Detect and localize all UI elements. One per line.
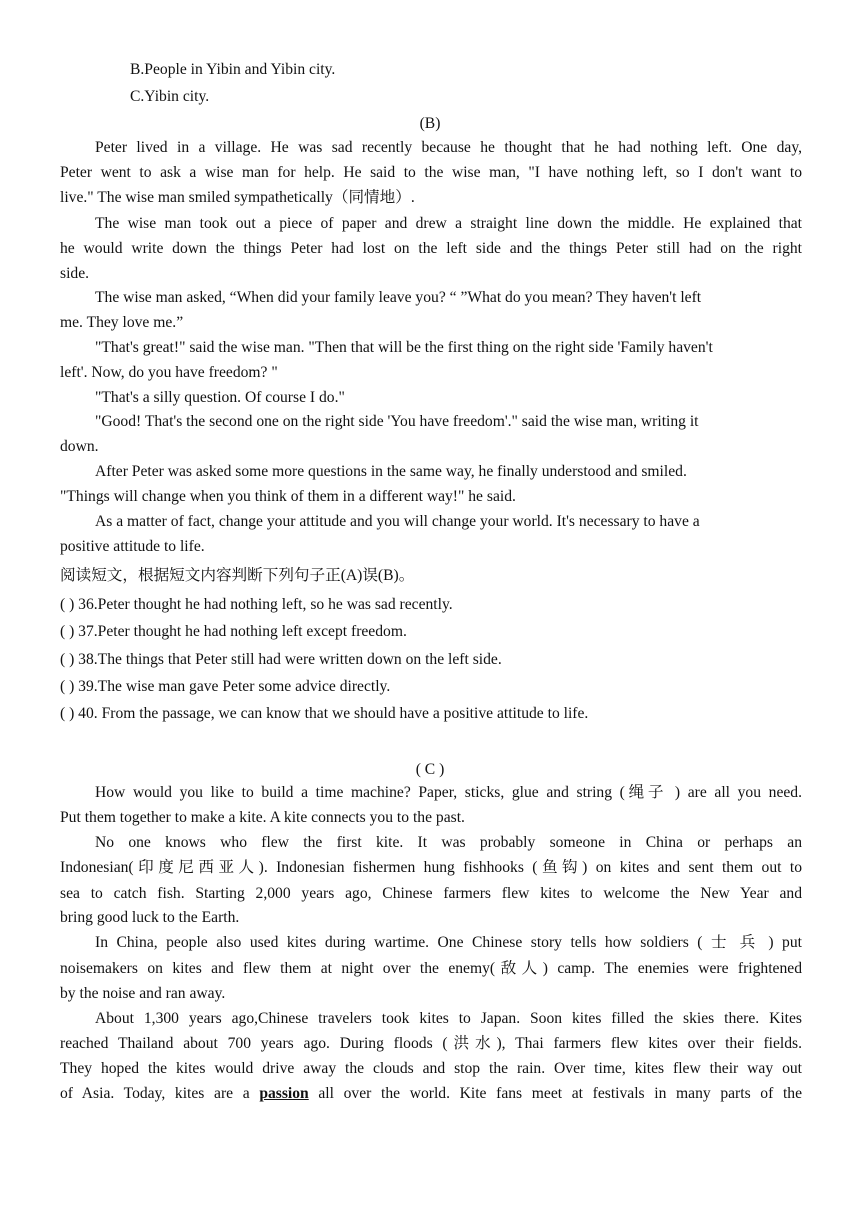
question-item: ( ) 37.Peter thought he had nothing left except freedom. [60,623,407,640]
passage-text: all over the world. Kite fans meet at festivals in many parts of the [308,1085,802,1102]
passage-line: "That's a silly question. Of course I do." [95,389,345,406]
passage-line: Peter lived in a village. He was sad recently because he thought that he had nothing left. One day, [95,139,802,156]
passage-line: After Peter was asked some more questions in the same way, he finally understood and smiled. [95,463,687,480]
passage-line: Put them together to make a kite. A kite connects you to the past. [60,809,465,826]
question-item: ( ) 36.Peter thought he had nothing left, so he was sad recently. [60,596,453,613]
option-b: B.People in Yibin and Yibin city. [130,61,336,78]
section-b-instruction: 阅读短文，根据短文内容判断下列句子正(A)误(B)。 [60,567,415,584]
passion-word: passion [259,1085,309,1102]
passage-line: They hoped the kites would drive away the clouds and stop the rain. Over time, kites flew their way out [60,1060,802,1077]
passage-line: down. [60,438,99,455]
passage-line: How would you like to build a time machine? Paper, sticks, glue and string (绳子 ) are all you need. [95,784,802,801]
passage-line: About 1,300 years ago,Chinese travelers took kites to Japan. Soon kites filled the skies there. Kites [95,1010,802,1027]
passage-line: "Good! That's the second one on the right side 'You have freedom'." said the wise man, writing it [95,413,699,430]
passage-line: Peter went to ask a wise man for help. He said to the wise man, "I have nothing left, so I don't want to [60,164,802,181]
question-item: ( ) 40. From the passage, we can know that we should have a positive attitude to life. [60,705,589,722]
passage-line: bring good luck to the Earth. [60,909,240,926]
passage-line [60,1084,802,1104]
passage-line: "Things will change when you think of them in a different way!" he said. [60,488,516,505]
option-c: C.Yibin city. [130,88,210,105]
passage-line: positive attitude to life. [60,538,205,555]
passage-line: The wise man took out a piece of paper and drew a straight line down the middle. He explained that [95,215,802,232]
passage-line: he would write down the things Peter had lost on the left side and the things Peter still had on the right [60,240,802,257]
question-item: ( ) 39.The wise man gave Peter some advice directly. [60,678,391,695]
passage-line: noisemakers on kites and flew them at night over the enemy(敌人) camp. The enemies were frightened [60,960,802,977]
passage-line: "That's great!" said the wise man. "Then that will be the first thing on the right side 'Family haven't [95,339,713,356]
passage-line: Indonesian(印度尼西亚人). Indonesian fishermen hung fishhooks (鱼钩) on kites and sent them out to [60,859,802,876]
question-item: ( ) 38.The things that Peter still had were written down on the left side. [60,651,502,668]
section-b-heading: (B) [419,115,441,132]
passage-line: side. [60,265,90,282]
passage-line: As a matter of fact, change your attitude and you will change your world. It's necessary to have a [95,513,700,530]
passage-text: of Asia. Today, kites are a [60,1085,260,1102]
passage-line: left'. Now, do you have freedom? " [60,364,278,381]
passage-line: me. They love me.” [60,314,184,331]
passage-line: live." The wise man smiled sympathetically（同情地）. [60,189,415,206]
passage-line: No one knows who flew the first kite. It was probably someone in China or perhaps an [95,834,802,851]
passage-line: sea to catch fish. Starting 2,000 years ago, Chinese farmers flew kites to welcome the New Year and [60,885,802,902]
passage-line: The wise man asked, “When did your family leave you? “ ”What do you mean? They haven't left [95,289,702,306]
passage-line: reached Thailand about 700 years ago. During floods (洪水), Thai farmers flew kites over their fields. [60,1035,802,1052]
passage-line: by the noise and ran away. [60,985,226,1002]
section-c-heading: ( C ) [415,761,445,778]
passage-line: In China, people also used kites during wartime. One Chinese story tells how soldiers ( 士 兵 ) put [95,934,802,951]
